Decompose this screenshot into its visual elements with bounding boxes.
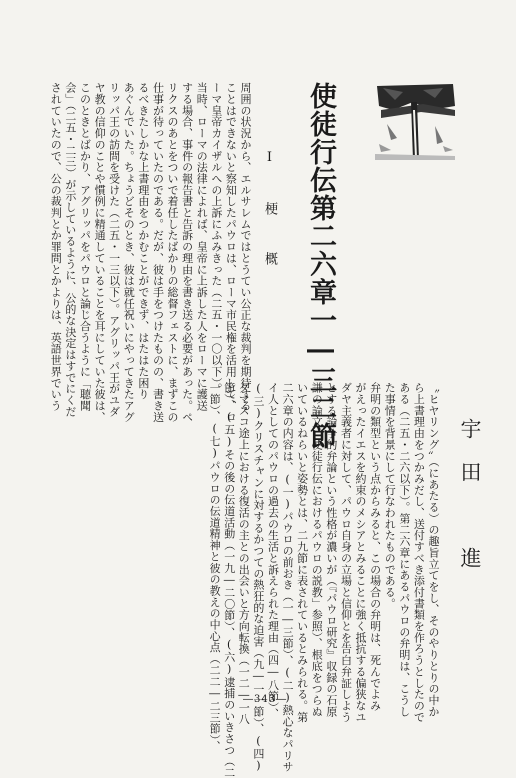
body-line: リクスのあとをついで着任したばかりの総督フェストに、まずこの [166,82,180,423]
body-line: 節）、(五)その後の伝道活動（一九―二〇節）、(六)逮捕のいきさつ（二 [222,382,236,778]
body-line: た事情を背景にして行なわれたものである。 [383,382,397,609]
body-line: ーマ皇帝カイザルへの上訴にふみきった（二五・一〇以下）。 [209,82,223,395]
body-line: とする論争的弁論という性格が濃いが（『パウロ研究』収録の石原 [324,382,338,717]
body-line: がえったイエスを約束のメシアとみることに強く抵抗する偏狭なユ [354,382,368,723]
body-line: 当時、ローマの法律によれば、皇帝に上訴した人をローマに護送 [195,82,209,412]
body-line: このときとばかり、アグリッパをパウロと論じ合うように「聴聞 [78,82,92,412]
body-line: ヤ教の信仰のことや慣例に精通していることを耳にしていた彼は、 [93,82,107,423]
body-line: るべきたしかな上書理由をつかむことができず、はたはた困り [136,82,150,400]
page-number: ―343― [243,694,288,705]
article-title: 使徒行伝第二六章一―三二節 [305,82,336,450]
body-line: 会」（二五・二三）が示しているように、公的な決定はすでにくだ [63,82,77,417]
body-line: 二六章の内容は、(一)パウロの前おき（一―三節）、(二)熱心なパリサ [281,382,295,773]
body-line: 周囲の状況から、エルサレムではとうてい公正な裁判を期待する [239,82,252,412]
body-line: ことはできないと察知したパウロは、ローマ市民権を活用して、ロ [224,82,238,423]
body-line: されていたので、公の裁判とか罪問とかよりは、英語世界でいう [49,82,63,412]
cross-illustration-image [373,80,457,164]
body-line: ら上書理由をつかみだし、送付すべき添付書類を作ろうとしたので [412,382,426,723]
body-line: リッパ王の訪問を受けた（二五・一三以下）。アグリッパ王がユダ [107,82,121,417]
body-line: ダヤ主義者に対して、パウロ自身の立場と信仰とを告白弁証しよう [339,382,353,723]
body-line: 〝ヒヤリング〟（にあたる）の趣旨立てをし、そのやりとりの中か [427,382,440,717]
body-line: あぐんでいた。ちょうどそのとき、彼は就任祝いにやってきたアグ [122,82,136,423]
body-line: (三)クリスチャンに対するかつての熱狂的な迫害（九―一一節）、(四) [251,382,265,773]
author-name: 宇田 進 [458,418,482,590]
body-line: 謙の論文「使徒行伝におけるパウロの説教」参照）、根底をつらぬ [310,382,324,717]
section-heading: I 梗 概 [262,150,277,277]
body-line: 弁明の類型という点からみると、この場合の弁明は、死んでよみ [368,382,382,712]
body-line: いているねらいと姿勢とは、二九節に表されているとみられる。第 [295,382,309,723]
body-line: ダマスコ途上における復活の主との出会いと方向転換（一二―一八 [237,382,251,725]
body-line: ある（二五・二六以下）。第二六章にあるパウロの弁明は、こうし [397,382,411,717]
upper-body-text [49,82,252,423]
body-line: 仕事が待っていたのである。だが、彼は手をつけたものの、書き送 [151,82,165,423]
body-line: する場合、事件の報告書と告訴の理由を書き送る必要があった。ペ [180,82,194,423]
body-line: 一節）、(七)パウロの伝道精神と彼の教えの中心点（二二―二三節）、 [208,382,222,752]
body-line: イ人としてのパウロの過去の生活と訴えられた理由（四―八節）、 [266,382,280,719]
